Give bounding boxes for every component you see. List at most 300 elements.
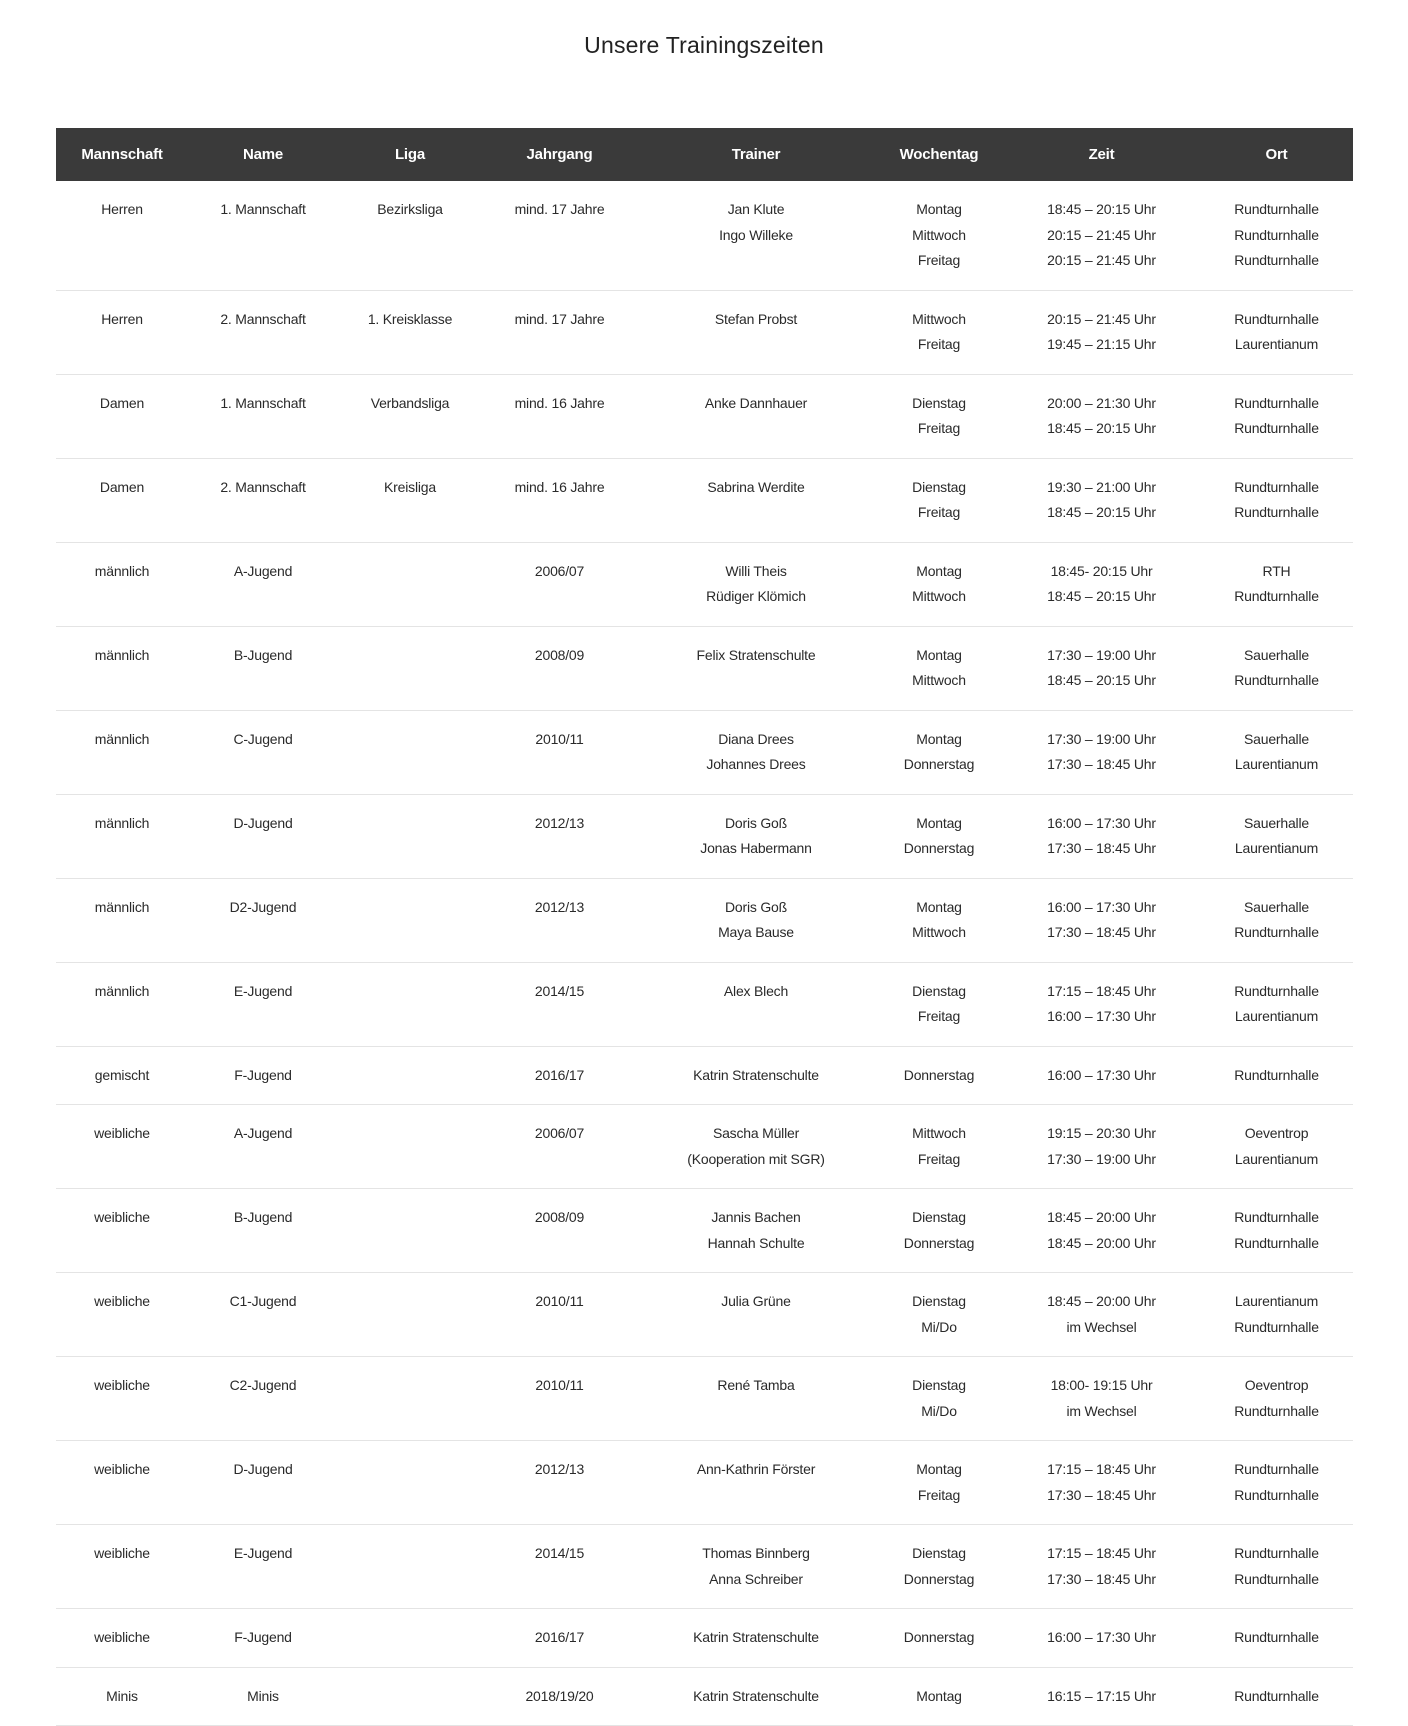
cell-mannschaft: männlich: [56, 794, 188, 878]
cell-zeit: [1003, 1357, 1200, 1441]
location: Rundturnhalle: [1234, 504, 1319, 520]
trainer-name: Jannis Bachen: [711, 1209, 801, 1225]
column-header-mannschaft: Mannschaft: [81, 146, 163, 163]
time-slot: 18:45 – 20:15 Uhr: [1047, 504, 1156, 520]
cell-wochentag: [875, 1105, 1003, 1189]
cell-zeit: [1003, 710, 1200, 794]
cell-liga: [338, 1046, 482, 1105]
cell-zeit: [1003, 1525, 1200, 1609]
trainer-name: Diana Drees: [718, 730, 794, 747]
cell-mannschaft: männlich: [56, 878, 188, 962]
trainer-name: Ingo Willeke: [719, 226, 793, 243]
time-slot: 17:30 – 19:00 Uhr: [1047, 730, 1156, 747]
cell-name: C1-Jugend: [188, 1273, 338, 1357]
cell-zeit: [1003, 794, 1200, 878]
cell-jahrgang: 2010/11: [482, 1357, 637, 1441]
cell-trainer: [637, 1441, 875, 1525]
location: Oeventrop: [1244, 1125, 1309, 1141]
cell-name: B-Jugend: [188, 1189, 338, 1273]
cell-ort: [1200, 1441, 1353, 1525]
cell-trainer: [637, 878, 875, 962]
location: RTH: [1262, 562, 1291, 579]
time-slot: im Wechsel: [1066, 1318, 1137, 1335]
cell-wochentag: [875, 1441, 1003, 1525]
time-slot: 16:00 – 17:30 Uhr: [1047, 898, 1156, 915]
cell-name: F-Jugend: [188, 1609, 338, 1668]
weekday: Montag: [916, 201, 962, 217]
time-slot: 18:45 – 20:15 Uhr: [1047, 201, 1156, 217]
time-slot: 19:15 – 20:30 Uhr: [1047, 1125, 1156, 1141]
cell-ort: [1200, 1046, 1353, 1105]
location: Oeventrop: [1244, 1377, 1309, 1393]
weekday: Mittwoch: [912, 588, 966, 604]
training-schedule-table: [56, 128, 1353, 1726]
cell-ort: [1200, 458, 1353, 542]
cell-trainer: [637, 1525, 875, 1609]
trainer-name: René Tamba: [717, 1377, 795, 1393]
cell-name: 2. Mannschaft: [188, 458, 338, 542]
cell-zeit: [1003, 1105, 1200, 1189]
cell-ort: [1200, 542, 1353, 626]
time-slot: 18:45- 20:15 Uhr: [1050, 562, 1153, 579]
table-row: [56, 878, 1353, 962]
table-row: [56, 458, 1353, 542]
time-slot: 17:15 – 18:45 Uhr: [1047, 982, 1156, 999]
time-slot: 17:15 – 18:45 Uhr: [1047, 1545, 1156, 1561]
table-row: [56, 374, 1353, 458]
cell-zeit: [1003, 458, 1200, 542]
cell-jahrgang: 2010/11: [482, 710, 637, 794]
table-row: [56, 1105, 1353, 1189]
cell-ort: [1200, 1273, 1353, 1357]
cell-trainer: [637, 181, 875, 290]
location: Laurentianum: [1234, 1150, 1319, 1167]
location: Laurentianum: [1234, 756, 1319, 772]
location: Laurentianum: [1234, 840, 1319, 856]
time-slot: 20:00 – 21:30 Uhr: [1047, 394, 1156, 411]
table-row: [56, 290, 1353, 374]
time-slot: 18:00- 19:15 Uhr: [1050, 1377, 1153, 1393]
weekday: Mittwoch: [912, 310, 966, 327]
cell-ort: [1200, 710, 1353, 794]
trainer-name: Ann-Kathrin Förster: [696, 1461, 816, 1477]
trainer-name: Katrin Stratenschulte: [693, 1687, 819, 1704]
column-header-zeit: Zeit: [1088, 146, 1115, 163]
time-slot: 17:30 – 18:45 Uhr: [1047, 1570, 1156, 1587]
table-row: [56, 1667, 1353, 1726]
cell-zeit: [1003, 290, 1200, 374]
weekday: Mi/Do: [921, 1318, 957, 1335]
trainer-name: Katrin Stratenschulte: [693, 1629, 819, 1645]
cell-mannschaft: Herren: [56, 290, 188, 374]
weekday: Mittwoch: [912, 226, 966, 243]
weekday: Donnerstag: [903, 1570, 975, 1587]
cell-liga: [338, 878, 482, 962]
time-slot: 16:00 – 17:30 Uhr: [1047, 1066, 1156, 1083]
trainer-name: Alex Blech: [723, 982, 789, 999]
weekday: Donnerstag: [903, 756, 975, 772]
trainer-name: Johannes Drees: [706, 756, 806, 772]
cell-jahrgang: 2018/19/20: [482, 1667, 637, 1726]
location: Sauerhalle: [1244, 898, 1309, 915]
location: Sauerhalle: [1244, 730, 1309, 747]
cell-wochentag: [875, 1525, 1003, 1609]
cell-mannschaft: weibliche: [56, 1525, 188, 1609]
cell-jahrgang: 2014/15: [482, 962, 637, 1046]
location: Rundturnhalle: [1234, 982, 1319, 999]
trainer-name: Anke Dannhauer: [704, 394, 808, 411]
cell-jahrgang: 2016/17: [482, 1046, 637, 1105]
cell-trainer: [637, 1667, 875, 1726]
column-header-liga: Liga: [394, 146, 426, 163]
cell-mannschaft: Minis: [56, 1667, 188, 1726]
cell-ort: [1200, 878, 1353, 962]
cell-mannschaft: weibliche: [56, 1609, 188, 1668]
cell-ort: [1200, 1667, 1353, 1726]
location: Laurentianum: [1234, 1008, 1319, 1024]
cell-liga: [338, 1609, 482, 1668]
table-row: [56, 1525, 1353, 1609]
location: Rundturnhalle: [1234, 924, 1319, 940]
training-schedule-table-container: [56, 128, 1353, 1726]
cell-mannschaft: weibliche: [56, 1357, 188, 1441]
trainer-name: Doris Goß: [725, 898, 787, 915]
cell-mannschaft: Herren: [56, 181, 188, 290]
weekday: Dienstag: [912, 478, 966, 495]
time-slot: 18:45 – 20:00 Uhr: [1047, 1293, 1156, 1309]
cell-name: 2. Mannschaft: [188, 290, 338, 374]
weekday: Dienstag: [912, 1209, 966, 1225]
location: Laurentianum: [1234, 336, 1319, 352]
cell-trainer: [637, 458, 875, 542]
cell-zeit: [1003, 542, 1200, 626]
location: Sauerhalle: [1244, 646, 1309, 663]
weekday: Dienstag: [912, 394, 966, 411]
table-row: [56, 710, 1353, 794]
location: Rundturnhalle: [1234, 1461, 1319, 1477]
cell-wochentag: [875, 181, 1003, 290]
time-slot: 17:30 – 18:45 Uhr: [1047, 840, 1156, 856]
weekday: Freitag: [917, 252, 961, 268]
cell-wochentag: [875, 626, 1003, 710]
cell-name: D-Jugend: [188, 1441, 338, 1525]
cell-name: 1. Mannschaft: [188, 374, 338, 458]
location: Rundturnhalle: [1234, 1209, 1319, 1225]
time-slot: im Wechsel: [1066, 1402, 1137, 1419]
cell-jahrgang: 2012/13: [482, 794, 637, 878]
time-slot: 20:15 – 21:45 Uhr: [1047, 226, 1156, 243]
cell-jahrgang: 2006/07: [482, 542, 637, 626]
cell-ort: [1200, 1357, 1353, 1441]
table-row: [56, 1046, 1353, 1105]
cell-ort: [1200, 1189, 1353, 1273]
trainer-name: Julia Grüne: [721, 1293, 791, 1309]
column-header-jahrgang: Jahrgang: [526, 146, 593, 163]
location: Rundturnhalle: [1234, 588, 1319, 604]
cell-ort: [1200, 1105, 1353, 1189]
time-slot: 17:15 – 18:45 Uhr: [1047, 1461, 1156, 1477]
cell-jahrgang: 2006/07: [482, 1105, 637, 1189]
column-header-ort: Ort: [1265, 146, 1288, 163]
cell-ort: [1200, 181, 1353, 290]
table-row: [56, 542, 1353, 626]
table-row: [56, 1357, 1353, 1441]
cell-wochentag: [875, 1667, 1003, 1726]
cell-wochentag: [875, 1273, 1003, 1357]
cell-wochentag: [875, 794, 1003, 878]
cell-zeit: [1003, 1667, 1200, 1726]
weekday: Freitag: [917, 1486, 961, 1503]
cell-jahrgang: 2012/13: [482, 878, 637, 962]
location: Rundturnhalle: [1234, 420, 1319, 436]
trainer-name: (Kooperation mit SGR): [687, 1150, 825, 1167]
location: Rundturnhalle: [1234, 394, 1319, 411]
cell-trainer: [637, 1105, 875, 1189]
time-slot: 17:30 – 18:45 Uhr: [1047, 924, 1156, 940]
weekday: Mittwoch: [912, 672, 966, 688]
trainer-name: Stefan Probst: [714, 310, 798, 327]
cell-name: C2-Jugend: [188, 1357, 338, 1441]
cell-ort: [1200, 626, 1353, 710]
trainer-name: Rüdiger Klömich: [706, 588, 806, 604]
cell-name: F-Jugend: [188, 1046, 338, 1105]
location: Rundturnhalle: [1234, 1687, 1319, 1704]
location: Rundturnhalle: [1234, 1066, 1319, 1083]
cell-liga: [338, 710, 482, 794]
cell-zeit: [1003, 626, 1200, 710]
cell-wochentag: [875, 458, 1003, 542]
trainer-name: Sabrina Werdite: [707, 478, 805, 495]
trainer-name: Doris Goß: [725, 814, 787, 831]
cell-zeit: [1003, 1609, 1200, 1668]
weekday: Freitag: [917, 1150, 961, 1167]
weekday: Mi/Do: [921, 1402, 957, 1419]
cell-jahrgang: 2010/11: [482, 1273, 637, 1357]
cell-zeit: [1003, 1441, 1200, 1525]
weekday: Donnerstag: [903, 1234, 975, 1251]
cell-ort: [1200, 290, 1353, 374]
cell-liga: [338, 1105, 482, 1189]
location: Rundturnhalle: [1234, 1629, 1319, 1645]
trainer-name: Maya Bause: [718, 924, 794, 940]
weekday: Freitag: [917, 336, 961, 352]
location: Rundturnhalle: [1234, 1318, 1319, 1335]
cell-zeit: [1003, 1273, 1200, 1357]
trainer-name: Hannah Schulte: [707, 1234, 805, 1251]
cell-liga: Kreisliga: [338, 458, 482, 542]
location: Rundturnhalle: [1234, 1234, 1319, 1251]
trainer-name: Jan Klute: [727, 201, 785, 217]
cell-mannschaft: Damen: [56, 458, 188, 542]
cell-trainer: [637, 962, 875, 1046]
weekday: Donnerstag: [903, 1629, 975, 1645]
weekday: Dienstag: [912, 1545, 966, 1561]
table-body: [56, 181, 1353, 1726]
cell-name: D-Jugend: [188, 794, 338, 878]
cell-zeit: [1003, 181, 1200, 290]
table-row: [56, 1273, 1353, 1357]
cell-trainer: [637, 1273, 875, 1357]
column-header-wochentag: Wochentag: [899, 146, 979, 163]
weekday: Montag: [916, 1687, 962, 1704]
cell-zeit: [1003, 1189, 1200, 1273]
cell-trainer: [637, 626, 875, 710]
table-header: [56, 128, 1353, 181]
cell-liga: [338, 1357, 482, 1441]
weekday: Montag: [916, 1461, 962, 1477]
weekday: Montag: [916, 898, 962, 915]
cell-liga: [338, 962, 482, 1046]
time-slot: 17:30 – 18:45 Uhr: [1047, 756, 1156, 772]
cell-jahrgang: 2008/09: [482, 626, 637, 710]
table-row: [56, 626, 1353, 710]
time-slot: 19:45 – 21:15 Uhr: [1047, 336, 1156, 352]
cell-jahrgang: 2008/09: [482, 1189, 637, 1273]
weekday: Dienstag: [912, 1293, 966, 1309]
weekday: Freitag: [917, 504, 961, 520]
cell-liga: [338, 1525, 482, 1609]
time-slot: 18:45 – 20:00 Uhr: [1047, 1209, 1156, 1225]
weekday: Donnerstag: [903, 1066, 975, 1083]
table-row: [56, 1609, 1353, 1668]
cell-zeit: [1003, 1046, 1200, 1105]
cell-wochentag: [875, 710, 1003, 794]
cell-name: A-Jugend: [188, 542, 338, 626]
time-slot: 16:00 – 17:30 Uhr: [1047, 814, 1156, 831]
cell-name: C-Jugend: [188, 710, 338, 794]
trainer-name: Thomas Binnberg: [702, 1545, 810, 1561]
location: Rundturnhalle: [1234, 310, 1319, 327]
cell-mannschaft: weibliche: [56, 1189, 188, 1273]
cell-mannschaft: weibliche: [56, 1105, 188, 1189]
trainer-name: Anna Schreiber: [709, 1570, 803, 1587]
location: Sauerhalle: [1244, 814, 1309, 831]
cell-wochentag: [875, 374, 1003, 458]
cell-liga: 1. Kreisklasse: [338, 290, 482, 374]
location: Rundturnhalle: [1234, 1486, 1319, 1503]
time-slot: 20:15 – 21:45 Uhr: [1047, 310, 1156, 327]
cell-liga: [338, 1273, 482, 1357]
trainer-name: Felix Stratenschulte: [696, 646, 816, 663]
cell-ort: [1200, 962, 1353, 1046]
cell-name: 1. Mannschaft: [188, 181, 338, 290]
weekday: Donnerstag: [903, 840, 975, 856]
table-row: [56, 1189, 1353, 1273]
time-slot: 17:30 – 18:45 Uhr: [1047, 1486, 1156, 1503]
cell-mannschaft: gemischt: [56, 1046, 188, 1105]
location: Laurentianum: [1234, 1293, 1319, 1309]
page-title: Unsere Trainingszeiten: [584, 32, 824, 58]
cell-liga: [338, 794, 482, 878]
trainer-name: Willi Theis: [725, 562, 787, 579]
time-slot: 17:30 – 19:00 Uhr: [1047, 646, 1156, 663]
weekday: Montag: [916, 730, 962, 747]
cell-jahrgang: mind. 16 Jahre: [482, 458, 637, 542]
cell-liga: [338, 1189, 482, 1273]
cell-name: E-Jugend: [188, 1525, 338, 1609]
cell-trainer: [637, 1357, 875, 1441]
cell-liga: Verbandsliga: [338, 374, 482, 458]
column-header-name: Name: [242, 146, 284, 163]
location: Rundturnhalle: [1234, 672, 1319, 688]
location: Rundturnhalle: [1234, 252, 1319, 268]
weekday: Freitag: [917, 1008, 961, 1024]
weekday: Dienstag: [912, 982, 966, 999]
cell-mannschaft: weibliche: [56, 1273, 188, 1357]
cell-trainer: [637, 1609, 875, 1668]
weekday: Mittwoch: [912, 1125, 966, 1141]
cell-liga: [338, 1441, 482, 1525]
cell-trainer: [637, 794, 875, 878]
table-header-row: [56, 128, 1353, 181]
cell-liga: [338, 626, 482, 710]
cell-trainer: [637, 1046, 875, 1105]
location: Rundturnhalle: [1234, 1402, 1319, 1419]
cell-zeit: [1003, 374, 1200, 458]
weekday: Montag: [916, 646, 962, 663]
cell-jahrgang: mind. 16 Jahre: [482, 374, 637, 458]
cell-wochentag: [875, 1357, 1003, 1441]
cell-name: E-Jugend: [188, 962, 338, 1046]
time-slot: 16:00 – 17:30 Uhr: [1047, 1629, 1156, 1645]
cell-wochentag: [875, 1189, 1003, 1273]
cell-wochentag: [875, 962, 1003, 1046]
trainer-name: Katrin Stratenschulte: [693, 1066, 819, 1083]
cell-mannschaft: männlich: [56, 962, 188, 1046]
time-slot: 16:00 – 17:30 Uhr: [1047, 1008, 1156, 1024]
cell-trainer: [637, 542, 875, 626]
weekday: Dienstag: [912, 1377, 966, 1393]
cell-trainer: [637, 1189, 875, 1273]
weekday: Montag: [916, 562, 962, 579]
time-slot: 18:45 – 20:00 Uhr: [1047, 1234, 1156, 1251]
cell-mannschaft: männlich: [56, 542, 188, 626]
time-slot: 19:30 – 21:00 Uhr: [1047, 478, 1156, 495]
trainer-name: Sascha Müller: [712, 1125, 800, 1141]
cell-name: A-Jugend: [188, 1105, 338, 1189]
cell-jahrgang: 2012/13: [482, 1441, 637, 1525]
cell-zeit: [1003, 962, 1200, 1046]
cell-mannschaft: männlich: [56, 710, 188, 794]
cell-jahrgang: 2016/17: [482, 1609, 637, 1668]
location: Rundturnhalle: [1234, 1570, 1319, 1587]
cell-wochentag: [875, 542, 1003, 626]
weekday: Montag: [916, 814, 962, 831]
cell-wochentag: [875, 1609, 1003, 1668]
time-slot: 20:15 – 21:45 Uhr: [1047, 252, 1156, 268]
cell-zeit: [1003, 878, 1200, 962]
weekday: Freitag: [917, 420, 961, 436]
weekday: Mittwoch: [912, 924, 966, 940]
cell-wochentag: [875, 1046, 1003, 1105]
cell-trainer: [637, 710, 875, 794]
trainer-name: Jonas Habermann: [700, 840, 812, 856]
time-slot: 16:15 – 17:15 Uhr: [1047, 1687, 1156, 1704]
location: Rundturnhalle: [1234, 1545, 1319, 1561]
cell-liga: [338, 1667, 482, 1726]
cell-mannschaft: Damen: [56, 374, 188, 458]
cell-ort: [1200, 1609, 1353, 1668]
cell-mannschaft: männlich: [56, 626, 188, 710]
cell-name: D2-Jugend: [188, 878, 338, 962]
table-row: [56, 1441, 1353, 1525]
location: Rundturnhalle: [1234, 201, 1319, 217]
cell-ort: [1200, 794, 1353, 878]
time-slot: 17:30 – 19:00 Uhr: [1047, 1150, 1156, 1167]
cell-jahrgang: mind. 17 Jahre: [482, 290, 637, 374]
location: Rundturnhalle: [1234, 478, 1319, 495]
cell-wochentag: [875, 290, 1003, 374]
